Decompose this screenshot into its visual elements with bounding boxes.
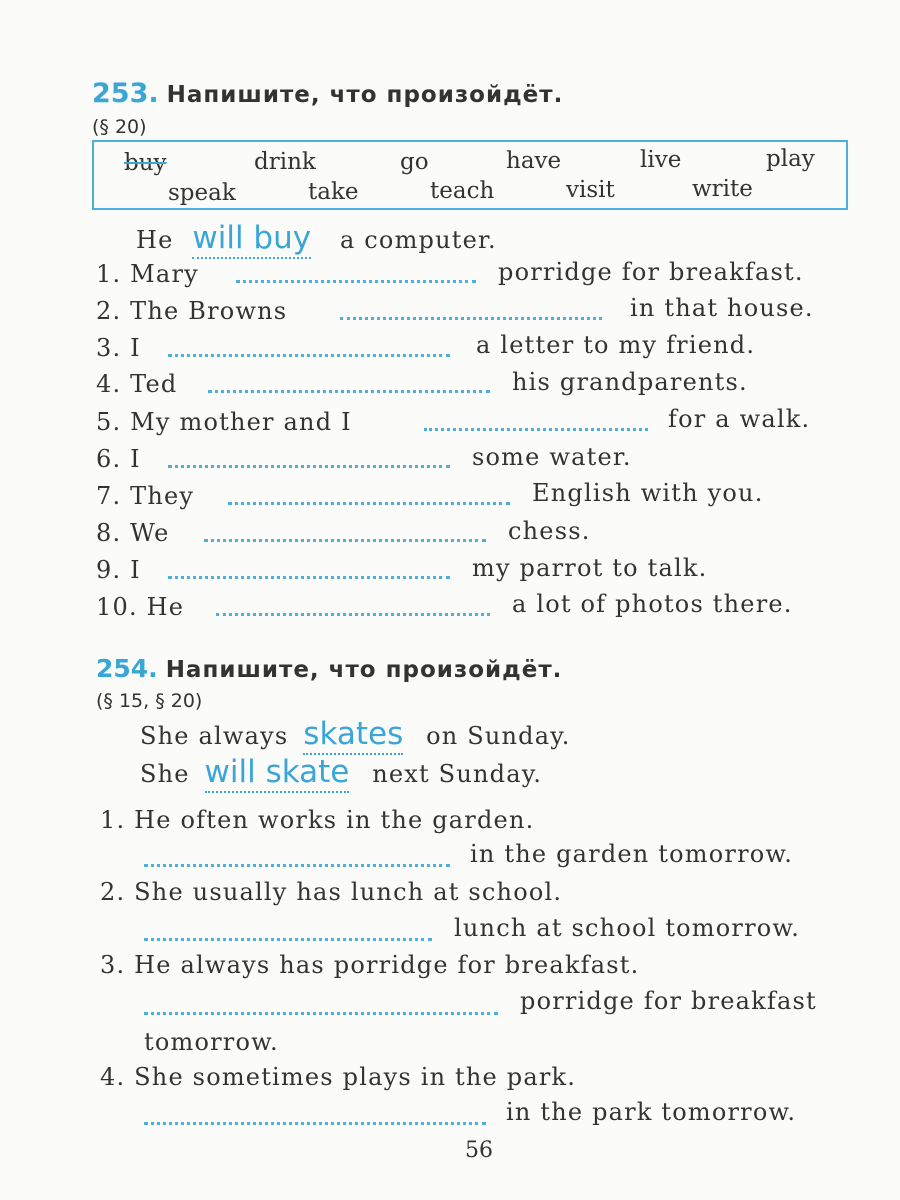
example-start: He (136, 226, 174, 254)
exercise-253-heading (92, 78, 563, 109)
item-number: 4. (100, 1063, 126, 1091)
item-subject: We (130, 519, 170, 547)
item-rest: in that house. (630, 294, 814, 322)
example-answer: will skate (205, 754, 350, 793)
word-bank-word: teach (430, 178, 495, 204)
exercise-number: 253. (92, 78, 159, 109)
exercise-item (96, 370, 177, 398)
answer-blank[interactable] (144, 1012, 498, 1015)
item-continuation: tomorrow. (144, 1028, 279, 1056)
item-rest: a letter to my friend. (476, 331, 756, 359)
item-sentence: She sometimes plays in the park. (134, 1063, 577, 1091)
item-sentence: She usually has lunch at school. (134, 878, 563, 906)
word-bank-word: buy (124, 150, 167, 176)
section-reference: (§ 15, § 20) (96, 690, 203, 712)
item-rest: porridge for breakfast (520, 987, 817, 1015)
answer-blank[interactable] (216, 613, 490, 616)
word-bank-word: have (506, 148, 562, 174)
exercise-item (96, 408, 352, 436)
item-rest: my parrot to talk. (472, 554, 708, 582)
exercise-254-heading (96, 654, 562, 683)
item-rest: lunch at school tomorrow. (454, 914, 801, 942)
item-number: 2. (100, 878, 126, 906)
item-subject: The Browns (130, 297, 288, 325)
exercise-title: Напишите, что произойдёт. (165, 657, 563, 683)
answer-blank[interactable] (168, 576, 450, 579)
exercise-item (96, 593, 184, 621)
item-sentence: He often works in the garden. (134, 806, 535, 834)
word-bank-word: live (640, 147, 682, 173)
example-sentence (140, 754, 542, 790)
item-number: 3. (96, 334, 122, 362)
item-rest: porridge for breakfast. (498, 258, 804, 286)
item-subject: He (146, 593, 185, 621)
page-number: 56 (465, 1138, 493, 1163)
item-rest: in the park tomorrow. (506, 1098, 797, 1126)
item-number: 3. (100, 951, 126, 979)
exercise-item (100, 951, 639, 979)
item-number: 2. (96, 297, 122, 325)
item-number: 9. (96, 556, 122, 584)
item-rest: in the garden tomorrow. (470, 840, 794, 868)
item-subject: I (130, 445, 141, 473)
exercise-item (96, 482, 194, 510)
exercise-item (96, 297, 287, 325)
exercise-title: Напишите, что произойдёт. (166, 82, 564, 108)
answer-blank[interactable] (168, 465, 450, 468)
item-rest: English with you. (532, 479, 764, 507)
example-end: on Sunday. (426, 722, 571, 750)
section-reference: (§ 20) (92, 116, 147, 138)
word-bank-word: visit (566, 177, 615, 203)
exercise-number: 254. (96, 654, 158, 683)
item-rest: for a walk. (668, 405, 811, 433)
word-bank-word: take (308, 179, 359, 205)
example-end: a computer. (339, 226, 497, 254)
item-sentence: He always has porridge for breakfast. (134, 951, 640, 979)
exercise-item (96, 260, 199, 288)
exercise-item (100, 878, 562, 906)
word-bank-word: drink (254, 149, 316, 175)
word-bank (92, 140, 848, 210)
exercise-item (96, 519, 169, 547)
answer-blank[interactable] (144, 1122, 486, 1125)
answer-blank[interactable] (228, 502, 510, 505)
item-rest: some water. (472, 443, 632, 471)
example-answer: skates (303, 716, 403, 755)
item-rest: a lot of photos there. (512, 590, 793, 618)
item-subject: They (130, 482, 195, 510)
example-end: next Sunday. (372, 760, 543, 788)
item-subject: My mother and I (130, 408, 352, 436)
item-number: 5. (96, 408, 122, 436)
exercise-item (96, 445, 141, 473)
item-number: 6. (96, 445, 122, 473)
item-rest: his grandparents. (512, 368, 748, 396)
item-number: 8. (96, 519, 122, 547)
word-bank-word: write (692, 176, 753, 202)
exercise-item (96, 334, 141, 362)
example-sentence (136, 220, 497, 256)
item-number: 7. (96, 482, 122, 510)
word-bank-word: go (400, 149, 429, 175)
item-number: 1. (100, 806, 126, 834)
example-start: She always (140, 722, 289, 750)
item-rest: chess. (508, 517, 591, 545)
item-subject: Ted (130, 370, 178, 398)
answer-blank[interactable] (236, 280, 476, 283)
answer-blank[interactable] (168, 354, 450, 357)
exercise-item (100, 806, 534, 834)
answer-blank[interactable] (208, 390, 490, 393)
item-subject: I (130, 556, 141, 584)
item-number: 1. (96, 260, 122, 288)
exercise-item (100, 1063, 576, 1091)
example-start: She (140, 760, 190, 788)
word-bank-word: speak (168, 180, 236, 206)
item-number: 10. (96, 593, 138, 621)
answer-blank[interactable] (424, 428, 648, 431)
word-bank-word: play (766, 146, 815, 172)
answer-blank[interactable] (144, 864, 450, 867)
example-sentence (140, 716, 571, 752)
example-answer: will buy (192, 220, 311, 259)
exercise-item (96, 556, 141, 584)
item-number: 4. (96, 370, 122, 398)
answer-blank[interactable] (340, 317, 602, 320)
item-subject: I (130, 334, 141, 362)
answer-blank[interactable] (144, 938, 432, 941)
item-subject: Mary (130, 260, 199, 288)
answer-blank[interactable] (204, 539, 486, 542)
